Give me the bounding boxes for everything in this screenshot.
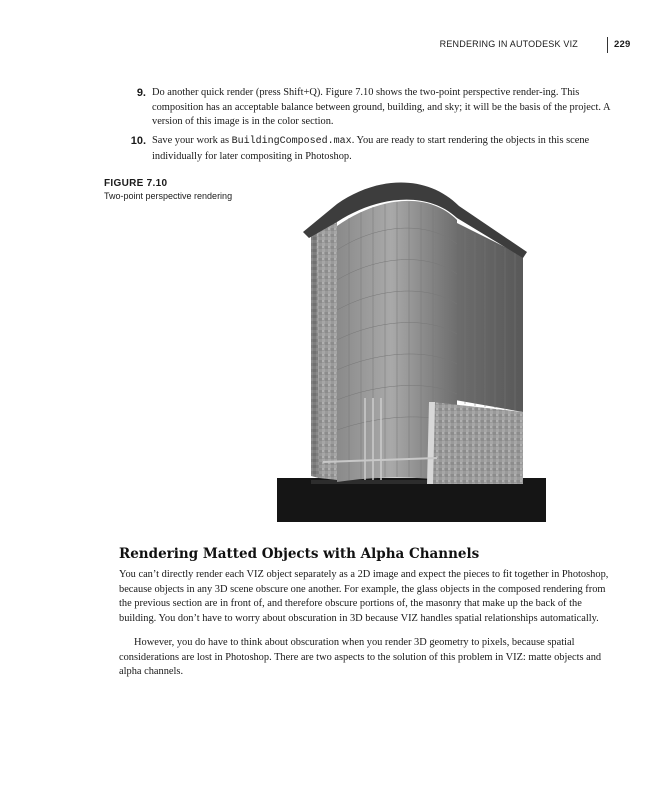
running-header [0, 37, 640, 51]
figure-label: FIGURE 7.10 [104, 178, 168, 189]
step-number: 10. [130, 135, 146, 147]
step-text [152, 134, 611, 164]
figure-caption-text: Two-point perspective rendering [104, 191, 233, 201]
step-text-after: . You are ready to start rendering the objects in this scene individually for later compositing in Photoshop. [152, 135, 590, 162]
paragraph-1: You can’t directly render each VIZ object separately as a 2D image and expect the pieces to fit together in Photoshop, because objects in any 3D scene obscure one another. For example, the glass objects in the composed rendering from the previous section are in front of, and therefore obscure portions of, the masonry that make up the back of the building. You don’t have to worry about obscuration in 3D because VIZ handles spatial relationships automatically. [119, 569, 609, 624]
header-divider [607, 37, 608, 53]
section-heading: Rendering Matted Objects with Alpha Channels [119, 546, 480, 562]
page-number: 229 [614, 39, 631, 50]
left-masonry-wall [317, 210, 337, 480]
right-masonry-wall [429, 402, 523, 484]
step-text: Do another quick render (press Shift+Q). Figure 7.10 shows the two-point perspective render-ing. This composition has an acceptable balance between ground, building, and sky; it will be the basis of the project. A version of this image is in the color section. [152, 87, 610, 128]
step-text-before: Save your work as [152, 135, 232, 146]
ground [277, 478, 546, 522]
filename-code: BuildingComposed.max [231, 136, 352, 147]
step-10 [116, 134, 611, 164]
chapter-title: RENDERING IN AUTODESK VIZ [439, 39, 578, 49]
paragraph-2: However, you do have to think about obscuration when you render 3D geometry to pixels, because spatial considerations are lost in Photoshop. There are two aspects to the solution of this problem in VIZ: matte objects and alpha channels. [119, 637, 602, 678]
figure-caption [104, 178, 234, 202]
building-rendering [277, 180, 546, 522]
step-number: 9. [136, 87, 146, 99]
step-9 [116, 86, 611, 130]
